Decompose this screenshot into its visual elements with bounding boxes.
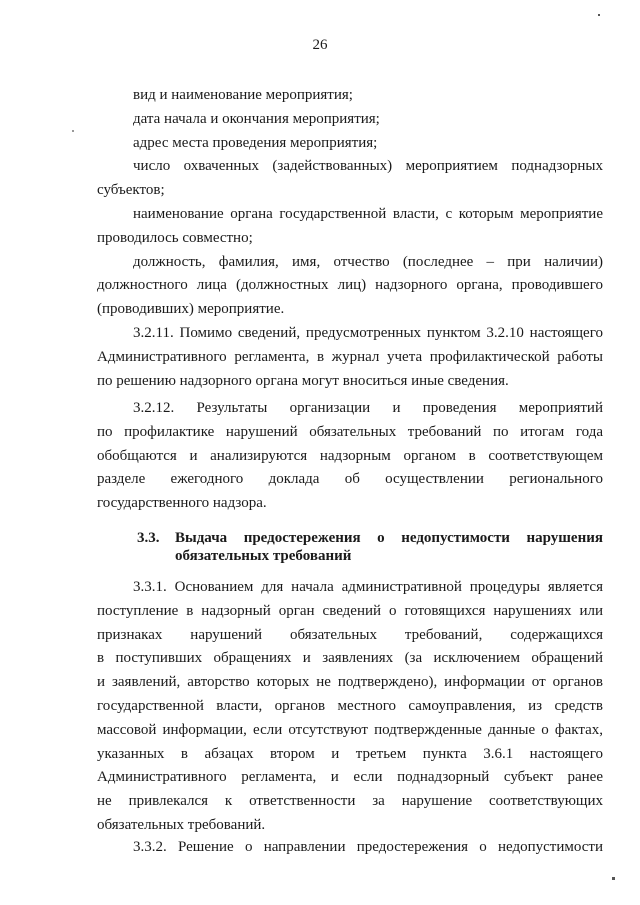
list-item: вид и наименование мероприятия; <box>133 87 353 103</box>
list-item: адрес места проведения мероприятия; <box>133 134 378 151</box>
paragraph-3-3-1: 3.3.1. Основанием для начала административной процедуры является поступление в надзорный орган сведений о готовящихся нарушениях или признаках нарушений обязательных требований, содержащихся в поступивших обращениях и заявлениях (за исключением обращений и заявлений, авторство которых не подтверждено), информации от органов государственной власти, органов местного самоуправления, из средств массовой информации, если отсутствуют подтвержденные данные о фактах, указанных в абзацах втором и третьем пункта 3.6.1 настоящего Административного регламента, и если поднадзорный субъект ранее не привлекался к ответственности за нарушение соответствующих обязательных требований. <box>97 579 603 833</box>
list-item: должность, фамилия, имя, отчество (последнее – при наличии) должностного лица (должностных лиц) надзорного органа, проводившего (проводивших) мероприятие. <box>97 253 603 318</box>
paragraph-3-2-11: 3.2.11. Помимо сведений, предусмотренных пунктом 3.2.10 настоящего Административного регламента, в журнал учета профилактической работы по решению надзорного органа могут вноситься иные сведения. <box>97 325 603 389</box>
scan-speck <box>598 14 600 16</box>
paragraph-3-3-2: 3.3.2. Решение о направлении предостережения о недопустимости <box>133 839 603 855</box>
scan-speck <box>612 877 615 880</box>
list-item: дата начала и окончания мероприятия; <box>133 110 380 127</box>
list-item: число охваченных (задействованных) мероприятием поднадзорных субъектов; <box>97 158 603 199</box>
scan-speck <box>72 130 74 132</box>
list-item: наименование органа государственной власти, с которым мероприятие проводилось совместно; <box>97 205 603 246</box>
section-title: Выдача предостережения о недопустимости нарушения обязательных требований <box>175 530 603 564</box>
section-number: 3.3. <box>137 530 160 546</box>
item-list <box>97 84 603 322</box>
paragraph-3-2-12: 3.2.12. Результаты организации и проведения мероприятий по профилактике нарушений обязательных требований по итогам года обобщаются и анализируются надзорным органом в соответствующем разделе ежегодного доклада об осуществлении регионального государственного надзора. <box>97 400 603 512</box>
page-number: 26 <box>312 37 328 53</box>
section-heading <box>137 529 603 565</box>
